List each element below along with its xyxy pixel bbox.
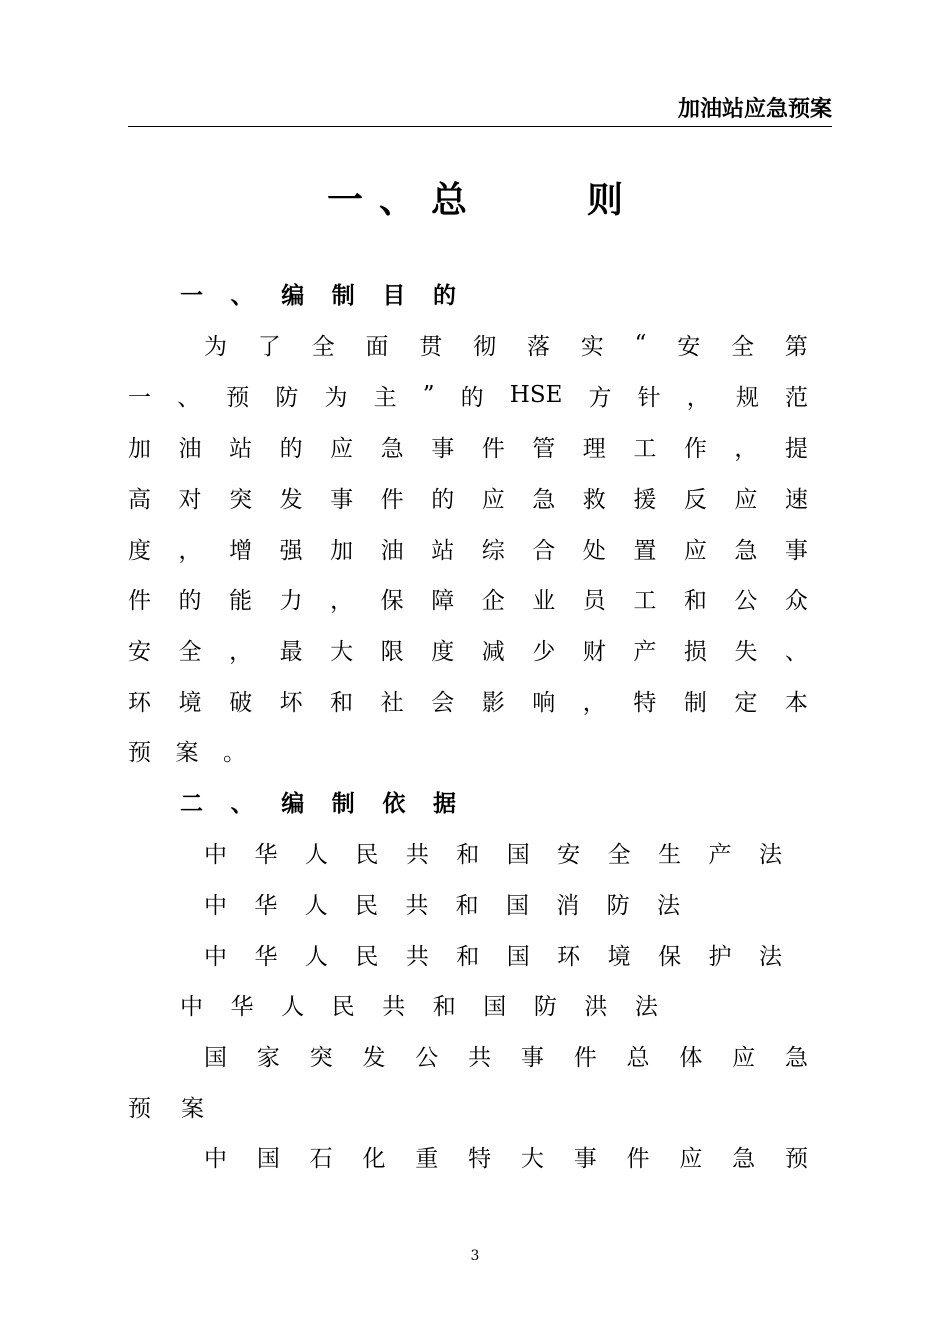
glyph: 工 [633, 435, 657, 462]
glyph: 人 [281, 993, 305, 1020]
glyph: 民 [354, 892, 378, 919]
glyph: 件 [380, 486, 404, 513]
glyph: 产 [633, 638, 657, 665]
glyph: 产 [708, 841, 732, 868]
body-line [128, 426, 808, 466]
glyph: 应 [330, 435, 354, 462]
glyph: 预 [226, 384, 250, 411]
glyph: 件 [573, 1044, 597, 1071]
glyph: 境 [607, 943, 631, 970]
glyph: 实 [580, 333, 604, 360]
glyph: 法 [656, 892, 680, 919]
glyph: 防 [275, 384, 299, 411]
glyph: 应 [683, 537, 707, 564]
glyph: 事 [520, 1044, 544, 1071]
title-glyph: 、 [378, 180, 415, 221]
glyph: 急 [734, 537, 758, 564]
glyph: 人 [304, 841, 328, 868]
glyph: 国 [505, 892, 529, 919]
glyph: 环 [128, 689, 151, 716]
glyph: 法 [758, 943, 782, 970]
glyph: 大 [520, 1145, 544, 1172]
glyph: 化 [362, 1145, 386, 1172]
glyph: 体 [679, 1044, 703, 1071]
glyph: 坏 [279, 689, 303, 716]
glyph: 力 [279, 587, 303, 614]
glyph: 中 [204, 892, 227, 919]
glyph: 重 [415, 1145, 439, 1172]
glyph: 制 [331, 282, 355, 309]
glyph: 失 [734, 638, 758, 665]
glyph: 中 [204, 841, 227, 868]
header-title: 加油站应急预案 [677, 97, 832, 122]
body-line [204, 832, 782, 872]
body-line [128, 578, 808, 618]
glyph: 一 [180, 282, 203, 309]
glyph: 、 [230, 282, 254, 309]
glyph: 会 [431, 689, 455, 716]
glyph: 处 [582, 537, 606, 564]
glyph: 增 [229, 537, 253, 564]
page-number: 3 [470, 1248, 480, 1264]
glyph: 全 [731, 333, 755, 360]
glyph: 面 [365, 333, 389, 360]
glyph: ， [229, 638, 253, 665]
glyph: 家 [256, 1044, 280, 1071]
glyph: 人 [304, 892, 328, 919]
glyph: 人 [304, 943, 328, 970]
glyph: 预 [784, 1145, 808, 1172]
title-glyph [475, 172, 527, 223]
glyph: 和 [330, 689, 354, 716]
glyph: 援 [633, 486, 657, 513]
chapter-title-text [319, 172, 631, 223]
glyph: 业 [532, 587, 556, 614]
glyph: 员 [582, 587, 606, 614]
glyph: 和 [432, 993, 456, 1020]
glyph: 案 [175, 739, 199, 766]
glyph: 落 [526, 333, 550, 360]
glyph: 工 [633, 587, 657, 614]
glyph: 编 [281, 790, 305, 817]
glyph: 和 [456, 943, 480, 970]
glyph: 环 [557, 943, 581, 970]
body-line [128, 730, 246, 770]
glyph: 的 [178, 587, 202, 614]
body-line [204, 1136, 808, 1176]
glyph: 民 [331, 993, 355, 1020]
glyph: 民 [355, 943, 379, 970]
glyph: 速 [784, 486, 808, 513]
glyph: 、 [230, 790, 254, 817]
glyph: ， [582, 689, 606, 716]
glyph: 为 [204, 333, 227, 360]
glyph: 国 [483, 993, 507, 1020]
glyph: 保 [380, 587, 404, 614]
glyph: 社 [380, 689, 404, 716]
glyph: 少 [532, 638, 556, 665]
glyph: 华 [230, 993, 254, 1020]
glyph: 能 [229, 587, 253, 614]
body-line [128, 1086, 204, 1126]
glyph: 减 [481, 638, 505, 665]
glyph: 案 [181, 1095, 204, 1122]
body-line [128, 528, 808, 568]
glyph: 和 [455, 892, 479, 919]
glyph: ， [734, 435, 758, 462]
glyph: 本 [784, 689, 808, 716]
glyph: 编 [281, 282, 305, 309]
glyph: 作 [683, 435, 707, 462]
glyph: 主 [373, 384, 397, 411]
glyph: 中 [180, 993, 203, 1020]
glyph: 制 [683, 689, 707, 716]
glyph: 站 [431, 537, 455, 564]
glyph: 事 [431, 435, 455, 462]
glyph: 方 [588, 384, 612, 411]
glyph: 特 [468, 1145, 492, 1172]
glyph: 急 [732, 1145, 756, 1172]
glyph: 发 [362, 1044, 386, 1071]
glyph: 应 [734, 486, 758, 513]
glyph: 突 [309, 1044, 333, 1071]
glyph: 共 [468, 1044, 492, 1071]
glyph: 提 [784, 435, 808, 462]
glyph: 安 [128, 638, 151, 665]
glyph: ， [686, 384, 710, 411]
glyph: 、 [784, 638, 808, 665]
glyph: 法 [634, 993, 658, 1020]
glyph: 规 [735, 384, 759, 411]
glyph: 依 [382, 790, 406, 817]
glyph: 和 [683, 587, 707, 614]
glyph: 影 [481, 689, 505, 716]
glyph: 事 [330, 486, 354, 513]
glyph: 突 [229, 486, 253, 513]
glyph: 综 [481, 537, 505, 564]
glyph: 急 [532, 486, 556, 513]
glyph: 件 [128, 587, 151, 614]
glyph: 强 [279, 537, 303, 564]
glyph: 华 [254, 892, 278, 919]
glyph: 全 [607, 841, 631, 868]
glyph: 国 [506, 943, 530, 970]
glyph: 度 [431, 638, 455, 665]
glyph: 据 [432, 790, 456, 817]
glyph: ， [330, 587, 354, 614]
glyph: 防 [533, 993, 557, 1020]
glyph: 针 [637, 384, 661, 411]
glyph: 加 [128, 435, 151, 462]
glyph: 彻 [473, 333, 497, 360]
glyph: 贯 [419, 333, 443, 360]
glyph: 制 [331, 790, 355, 817]
chapter-title [0, 172, 950, 223]
glyph: 公 [415, 1044, 439, 1071]
glyph: 应 [679, 1145, 703, 1172]
body-line [204, 1035, 808, 1075]
body-line [128, 477, 808, 517]
glyph: 洪 [584, 993, 608, 1020]
glyph: 公 [734, 587, 758, 614]
glyph: 一 [128, 384, 151, 411]
glyph: 对 [178, 486, 202, 513]
glyph: 安 [677, 333, 701, 360]
glyph: 响 [532, 689, 556, 716]
glyph: 财 [582, 638, 606, 665]
glyph: 总 [626, 1044, 650, 1071]
glyph: 应 [481, 486, 505, 513]
glyph: 障 [431, 587, 455, 614]
glyph: 的 [460, 384, 484, 411]
glyph: 和 [456, 841, 480, 868]
glyph: 国 [204, 1044, 227, 1071]
glyph: 急 [380, 435, 404, 462]
body-line [128, 375, 808, 415]
glyph: 特 [633, 689, 657, 716]
section-heading-2 [180, 781, 456, 821]
glyph: 企 [481, 587, 505, 614]
glyph: 发 [279, 486, 303, 513]
glyph: 共 [405, 943, 429, 970]
glyph: HSE [509, 382, 563, 408]
glyph: 防 [606, 892, 630, 919]
glyph: 华 [254, 841, 278, 868]
glyph: 事 [573, 1145, 597, 1172]
body-line [204, 324, 808, 364]
glyph: 共 [382, 993, 406, 1020]
glyph: 最 [279, 638, 303, 665]
glyph: 护 [708, 943, 732, 970]
body-line [180, 984, 658, 1024]
glyph: 中 [204, 943, 227, 970]
glyph: 件 [481, 435, 505, 462]
glyph: 预 [128, 1095, 151, 1122]
glyph: ” [422, 382, 435, 408]
glyph: 限 [380, 638, 404, 665]
glyph: 急 [784, 1044, 808, 1071]
glyph: 。 [223, 739, 246, 766]
body-line [204, 934, 782, 974]
glyph: 境 [178, 689, 202, 716]
glyph: 石 [309, 1145, 333, 1172]
glyph: 第 [784, 333, 808, 360]
glyph: 全 [311, 333, 335, 360]
glyph: 救 [582, 486, 606, 513]
body-line [128, 629, 808, 669]
glyph: 油 [380, 537, 404, 564]
glyph: 的 [431, 486, 455, 513]
glyph: 众 [784, 587, 808, 614]
glyph: 加 [330, 537, 354, 564]
glyph: 国 [506, 841, 530, 868]
glyph: 范 [785, 384, 808, 411]
glyph: 反 [683, 486, 707, 513]
glyph: 事 [784, 537, 808, 564]
glyph: 的 [279, 435, 303, 462]
glyph: 目 [382, 282, 406, 309]
glyph: 站 [229, 435, 253, 462]
body-line [128, 680, 808, 720]
glyph: 大 [330, 638, 354, 665]
glyph: 合 [532, 537, 556, 564]
glyph: 损 [683, 638, 707, 665]
glyph: 法 [758, 841, 782, 868]
title-glyph: 则 [586, 180, 623, 221]
glyph: 件 [626, 1145, 650, 1172]
glyph: “ [634, 331, 647, 357]
glyph: 保 [658, 943, 682, 970]
section-heading-1 [180, 273, 456, 313]
title-glyph: 总 [430, 180, 467, 221]
glyph: 为 [324, 384, 348, 411]
glyph: 高 [128, 486, 151, 513]
glyph: 定 [734, 689, 758, 716]
glyph: 理 [582, 435, 606, 462]
glyph: 破 [229, 689, 253, 716]
glyph: 共 [405, 892, 429, 919]
glyph: 预 [128, 739, 151, 766]
glyph: 安 [557, 841, 581, 868]
glyph: 了 [257, 333, 281, 360]
glyph: 油 [178, 435, 202, 462]
glyph: 消 [556, 892, 580, 919]
title-glyph [527, 172, 579, 223]
glyph: 度 [128, 537, 151, 564]
glyph: 应 [732, 1044, 756, 1071]
glyph: 置 [633, 537, 657, 564]
glyph: 中 [204, 1145, 227, 1172]
glyph: 国 [256, 1145, 280, 1172]
glyph: 的 [432, 282, 456, 309]
title-glyph: 一 [326, 180, 363, 221]
glyph: 管 [532, 435, 556, 462]
body-line [204, 883, 680, 923]
glyph: ， [178, 537, 202, 564]
glyph: 全 [178, 638, 202, 665]
page-header [128, 98, 832, 127]
glyph: 华 [254, 943, 278, 970]
glyph: 、 [177, 384, 201, 411]
glyph: 共 [405, 841, 429, 868]
glyph: 生 [658, 841, 682, 868]
glyph: 民 [355, 841, 379, 868]
glyph: 二 [180, 790, 203, 817]
